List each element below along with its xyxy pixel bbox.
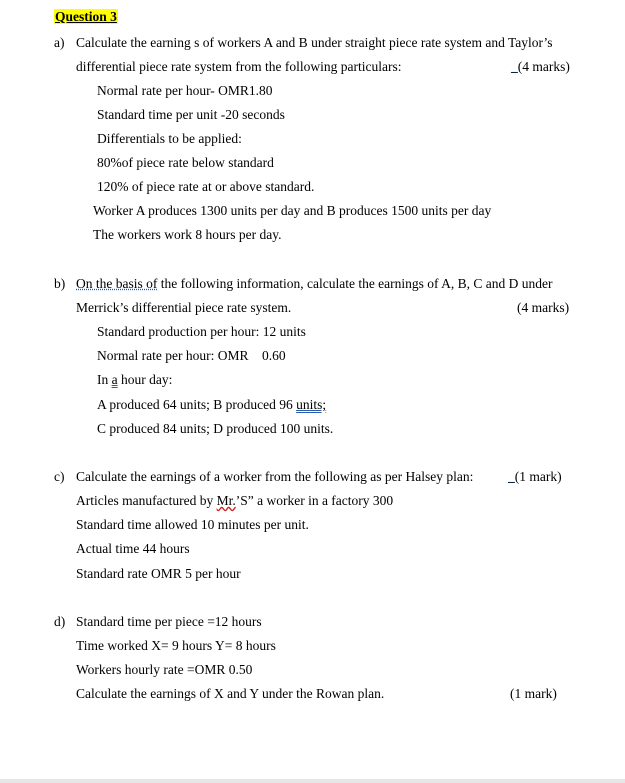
part-b-label: b) (54, 276, 66, 291)
part-c-marks (508, 469, 562, 485)
part-c-line2-c: ’S” a worker in a factory 300 (235, 493, 394, 508)
part-a-marks-text: (4 marks) (517, 59, 570, 74)
part-a-detail: Differentials to be applied: (97, 131, 242, 146)
part-c-line2 (76, 493, 393, 509)
part-d-label: d) (54, 614, 66, 629)
part-a-label: a) (54, 35, 65, 50)
part-d-detail: Standard time per piece =12 hours (76, 614, 262, 629)
part-d-detail: Workers hourly rate =OMR 0.50 (76, 662, 253, 677)
part-c-line2-flagged: Mr. (216, 493, 236, 508)
part-b-line1-rest: the following information, calculate the earnings of A, B, C and D under (157, 276, 553, 291)
part-c-detail: Standard time allowed 10 minutes per unit. (76, 517, 309, 532)
part-c-line1: Calculate the earnings of a worker from the following as per Halsey plan: (76, 469, 474, 484)
part-b-detail: Standard production per hour: 12 units (97, 324, 306, 339)
page-bottom-edge (0, 779, 625, 783)
part-d-detail: Time worked X= 9 hours Y= 8 hours (76, 638, 276, 653)
part-b-hour-day-flagged: a (111, 372, 118, 387)
part-b-hour-day (97, 372, 172, 388)
part-c-detail: Standard rate OMR 5 per hour (76, 566, 241, 581)
part-a-marks-prefix: _ (511, 59, 518, 74)
question-title (54, 9, 118, 25)
part-b-produced-1 (97, 397, 326, 413)
part-a-marks (511, 59, 570, 75)
part-d-marks: (1 mark) (510, 686, 557, 701)
part-b-hour-day-c: hour day: (117, 372, 173, 387)
part-a-detail: Standard time per unit -20 seconds (97, 107, 285, 122)
part-b-produced-1-text: A produced 64 units; B produced 96 (97, 397, 297, 412)
part-a-detail: The workers work 8 hours per day. (93, 227, 282, 242)
part-c-line2-a: Articles manufactured by (76, 493, 217, 508)
part-b-produced-2: C produced 84 units; D produced 100 units. (97, 421, 334, 436)
part-b-hour-day-a: In (97, 372, 112, 387)
part-a-detail: 80%of piece rate below standard (97, 155, 274, 170)
part-b-line2: Merrick’s differential piece rate system. (76, 300, 292, 315)
part-b-line1 (76, 276, 553, 292)
part-a-detail: Normal rate per hour- OMR1.80 (97, 83, 273, 98)
part-a-detail: 120% of piece rate at or above standard. (97, 179, 315, 194)
part-b-detail: Normal rate per hour: OMR 0.60 (97, 348, 286, 363)
part-c-detail: Actual time 44 hours (76, 541, 190, 556)
part-c-label: c) (54, 469, 65, 484)
part-b-produced-1-flagged: units; (296, 397, 327, 412)
part-a-line1: Calculate the earning s of workers A and B under straight piece rate system and Taylor’s (76, 35, 553, 50)
part-c-marks-text: (1 mark) (514, 469, 562, 484)
part-b-marks: (4 marks) (517, 300, 570, 315)
part-a-detail: Worker A produces 1300 units per day and B produces 1500 units per day (93, 203, 492, 218)
part-c-marks-prefix: _ (508, 469, 515, 484)
part-b-line1-flagged: On the basis of (76, 276, 158, 291)
part-d-detail: Calculate the earnings of X and Y under the Rowan plan. (76, 686, 385, 701)
part-a-line2: differential piece rate system from the following particulars: (76, 59, 402, 74)
question-heading: Question 3 (55, 9, 117, 24)
